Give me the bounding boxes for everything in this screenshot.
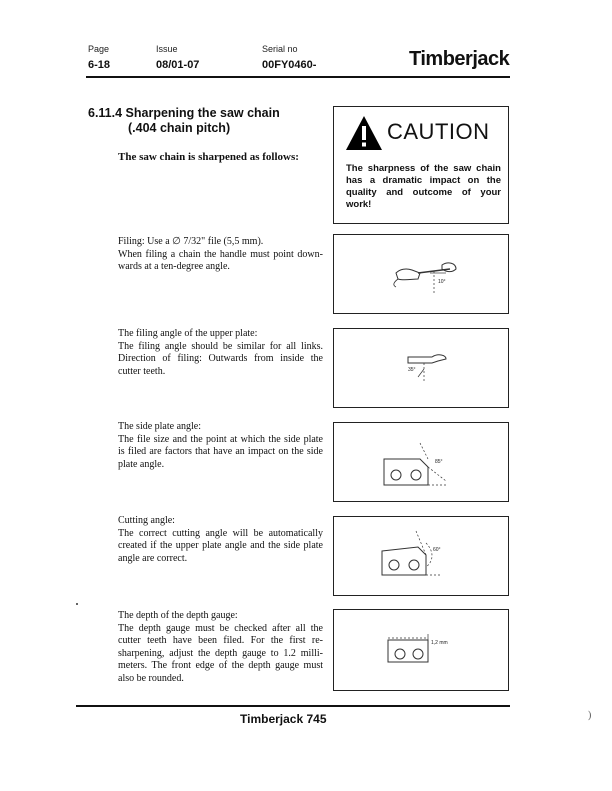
caution-text: The sharpness of the saw chain has a dramatic impact on the quality and outcome of your work! (346, 163, 501, 210)
page-number: 6-18 (88, 59, 111, 71)
step-depth-gauge (118, 610, 323, 685)
step-text-line: When filing a chain the handle must point down-wards at a ten-degree angle. (118, 248, 323, 272)
figure-upper-plate-angle (333, 328, 509, 408)
edge-mark: ) (588, 710, 592, 721)
side-plate-illustration (334, 423, 510, 503)
figure-file-angle (333, 234, 509, 314)
header-rule (86, 76, 510, 78)
figure-side-plate-angle (333, 422, 509, 502)
figure-cutting-angle (333, 516, 509, 596)
step-text-line: The depth gauge must be checked after all the cutter teeth have been filed. For the first re-sharpening, adjust the depth gauge to 1.2 milli-meters. The front edge of the depth gauge must also be rounded. (118, 622, 323, 684)
figure-angle-label: 60° (433, 547, 441, 553)
figure-angle-label: 85° (435, 459, 443, 465)
section-intro: The saw chain is sharpened as follows: (118, 151, 299, 163)
section-title (88, 106, 280, 136)
serial-number: 00FY0460- (262, 59, 317, 71)
step-text-line: The file size and the point at which the side plate is filed are factors that have an impact on the side plate angle. (118, 433, 323, 470)
stray-mark (76, 603, 78, 605)
brand-logo: Timberjack (409, 48, 510, 70)
depth-gauge-illustration (334, 610, 510, 692)
step-text-line: Cutting angle: (118, 515, 175, 526)
cutting-angle-illustration (334, 517, 510, 597)
footer-rule (76, 705, 510, 707)
issue-label: Issue (156, 44, 178, 54)
issue-date: 08/01-07 (156, 59, 200, 71)
figure-depth-label: 1,2 mm (431, 640, 448, 646)
caution-title: CAUTION (387, 119, 490, 144)
figure-depth-gauge (333, 609, 509, 691)
step-upper-plate (118, 328, 323, 378)
page-label: Page (88, 44, 110, 54)
upper-plate-illustration (334, 329, 510, 409)
figure-angle-label: 35° (408, 367, 416, 373)
step-text-line: The depth of the depth gauge: (118, 610, 238, 621)
serial-label: Serial no (262, 44, 298, 54)
step-text-line: Filing: Use a ∅ 7/32" file (5,5 mm). (118, 236, 264, 247)
step-text-line: The filing angle of the upper plate: (118, 328, 258, 339)
warning-icon (345, 115, 383, 151)
section-title-line2: (.404 chain pitch) (128, 121, 231, 135)
figure-angle-label: 10° (438, 279, 446, 285)
section-title-line1: 6.11.4 Sharpening the saw chain (88, 106, 280, 120)
caution-box (333, 106, 509, 224)
footer-title: Timberjack 745 (240, 712, 327, 726)
step-text-line: The correct cutting angle will be automatically created if the upper plate angle and the side plate angle are correct. (118, 527, 323, 564)
step-filing (118, 236, 323, 274)
step-text-line: The side plate angle: (118, 421, 202, 432)
step-text-line: The filing angle should be similar for all links. Direction of filing: Outwards from inside the cutter teeth. (118, 340, 323, 377)
file-angle-illustration (334, 235, 510, 315)
step-cutting-angle (118, 515, 323, 565)
step-side-plate (118, 421, 323, 471)
